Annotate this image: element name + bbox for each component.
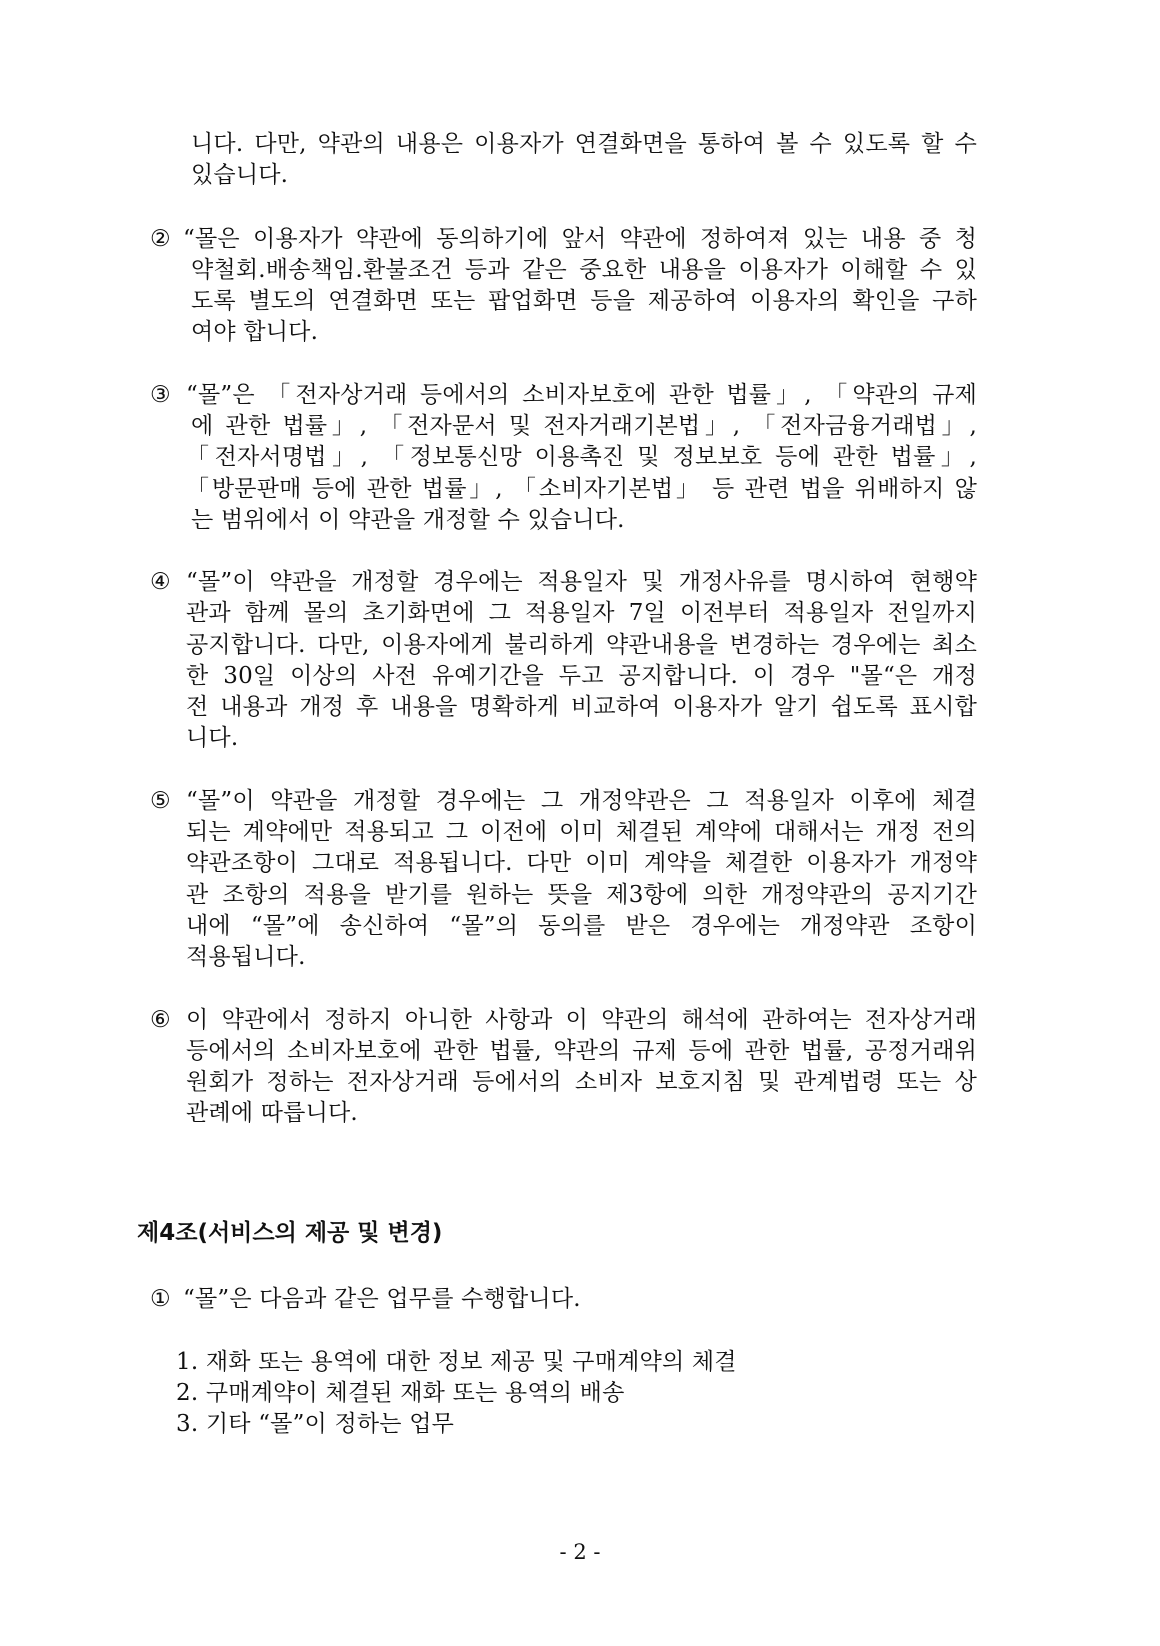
paragraph-line: 있습니다. xyxy=(191,162,289,188)
paragraph-line: 적용됩니다. xyxy=(186,944,306,970)
list-item: 3. 기타 “몰”이 정하는 업무 xyxy=(176,1411,455,1437)
paragraph-line: 관례에 따릅니다. xyxy=(186,1100,358,1126)
paragraph-line: 니다. 다만, 약관의 내용은 이용자가 연결화면을 통하여 볼 수 있도록 할 수 xyxy=(191,131,977,157)
paragraph-line: “몰”이 약관을 개정할 경우에는 그 개정약관은 그 적용일자 이후에 체결 xyxy=(186,788,977,814)
paragraph-marker: ② xyxy=(150,226,171,252)
paragraph-line: 관 조항의 적용을 받기를 원하는 뜻을 제3항에 의한 개정약관의 공지기간 xyxy=(186,882,977,908)
paragraph-marker: ④ xyxy=(150,569,171,595)
paragraph-line: 여야 합니다. xyxy=(191,319,319,345)
paragraph-line: 니다. xyxy=(186,725,239,751)
paragraph-line: 이 약관에서 정하지 아니한 사항과 이 약관의 해석에 관하여는 전자상거래 xyxy=(186,1007,977,1033)
paragraph-line: 공지합니다. 다만, 이용자에게 불리하게 약관내용을 변경하는 경우에는 최소 xyxy=(186,632,977,658)
paragraph-line: 약철회.배송책임.환불조건 등과 같은 중요한 내용을 이용자가 이해할 수 있 xyxy=(191,257,977,283)
paragraph-line: 에 관한 법률」, 「전자문서 및 전자거래기본법」, 「전자금융거래법」, xyxy=(191,413,977,439)
paragraph-marker: ① xyxy=(150,1286,171,1312)
paragraph-marker: ⑥ xyxy=(150,1007,171,1033)
paragraph-line: “몰”은 「전자상거래 등에서의 소비자보호에 관한 법률」, 「약관의 규제 xyxy=(186,382,977,408)
list-item: 2. 구매계약이 체결된 재화 또는 용역의 배송 xyxy=(176,1380,625,1406)
paragraph-line: 는 범위에서 이 약관을 개정할 수 있습니다. xyxy=(191,507,625,533)
paragraph-line: 도록 별도의 연결화면 또는 팝업화면 등을 제공하여 이용자의 확인을 구하 xyxy=(191,288,977,314)
paragraph-line: “몰”이 약관을 개정할 경우에는 적용일자 및 개정사유를 명시하여 현행약 xyxy=(186,569,977,595)
page-number: - 2 - xyxy=(559,1540,601,1564)
paragraph-line: 약관조항이 그대로 적용됩니다. 다만 이미 계약을 체결한 이용자가 개정약 xyxy=(186,850,977,876)
paragraph-marker: ⑤ xyxy=(150,788,171,814)
paragraph-line: 한 30일 이상의 사전 유예기간을 두고 공지합니다. 이 경우 "몰“은 개정 xyxy=(186,663,977,689)
paragraph-line: 원회가 정하는 전자상거래 등에서의 소비자 보호지침 및 관계법령 또는 상 xyxy=(186,1069,977,1095)
paragraph-line: “몰은 이용자가 약관에 동의하기에 앞서 약관에 정하여져 있는 내용 중 청 xyxy=(183,226,977,252)
paragraph-line: 「방문판매 등에 관한 법률」, 「소비자기본법」 등 관련 법을 위배하지 않 xyxy=(186,476,977,502)
paragraph-line: 되는 계약에만 적용되고 그 이전에 이미 체결된 계약에 대해서는 개정 전의 xyxy=(186,819,977,845)
paragraph-line: 등에서의 소비자보호에 관한 법률, 약관의 규제 등에 관한 법률, 공정거래위 xyxy=(186,1038,977,1064)
paragraph-line: 관과 함께 몰의 초기화면에 그 적용일자 7일 이전부터 적용일자 전일까지 xyxy=(186,600,977,626)
section-heading: 제4조(서비스의 제공 및 변경) xyxy=(137,1220,443,1246)
paragraph-line: “몰”은 다음과 같은 업무를 수행합니다. xyxy=(183,1286,581,1312)
paragraph-line: 내에 “몰”에 송신하여 “몰”의 동의를 받은 경우에는 개정약관 조항이 xyxy=(186,913,977,939)
paragraph-line: 「전자서명법」, 「정보통신망 이용촉진 및 정보보호 등에 관한 법률」, xyxy=(186,444,977,470)
paragraph-marker: ③ xyxy=(150,382,171,408)
paragraph-line: 전 내용과 개정 후 내용을 명확하게 비교하여 이용자가 알기 쉽도록 표시합 xyxy=(186,694,977,720)
list-item: 1. 재화 또는 용역에 대한 정보 제공 및 구매계약의 체결 xyxy=(176,1349,737,1375)
